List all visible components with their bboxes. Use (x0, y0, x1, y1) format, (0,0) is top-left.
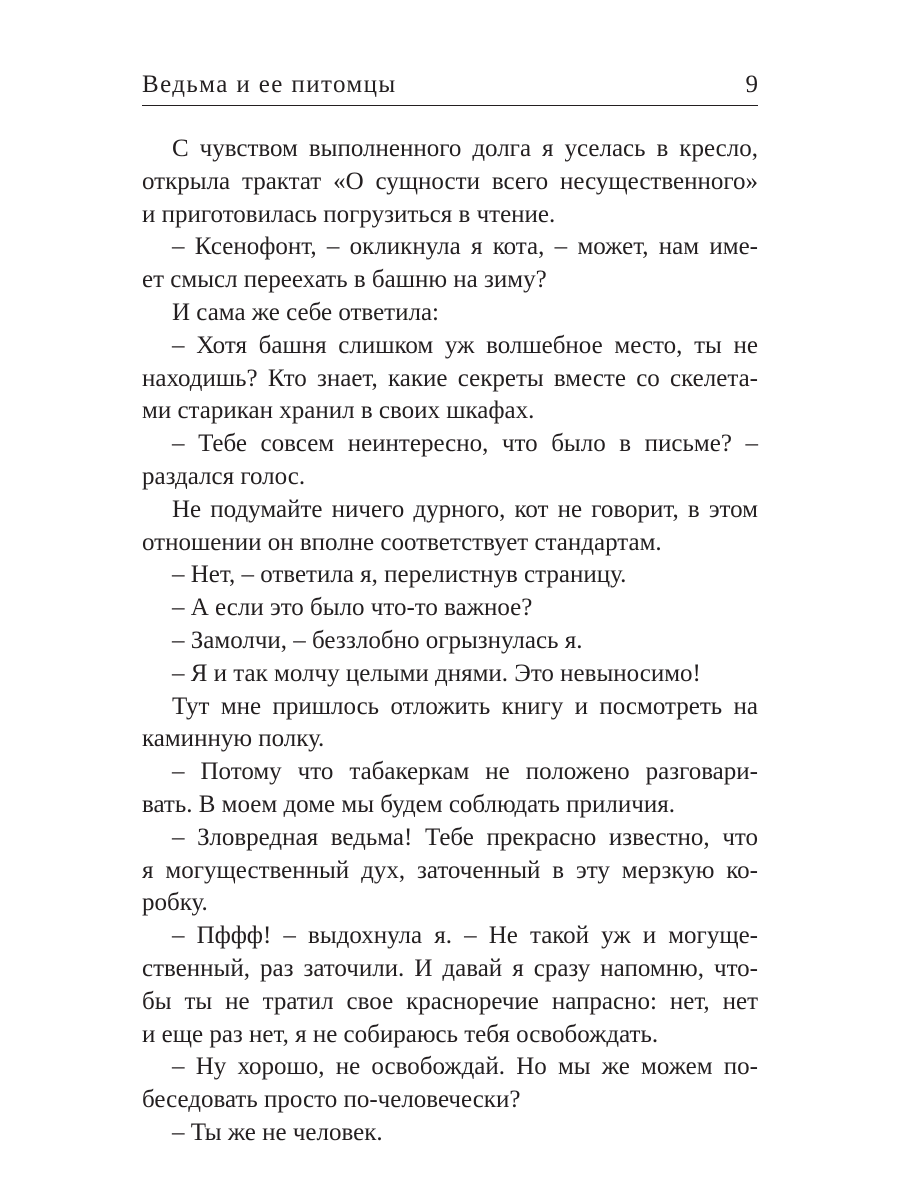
text-line: – Пффф! – выдохнула я. – Не такой уж и могуще- (172, 922, 758, 950)
text-line: беседовать просто по-человечески? (142, 1086, 521, 1114)
text-line: бы ты не тратил свое красноречие напрасно: нет, нет (142, 987, 758, 1015)
body-text (142, 133, 758, 1150)
text-line: раздался голос. (142, 462, 306, 490)
text-line: Тут мне пришлось отложить книгу и посмотреть на (172, 692, 758, 720)
text-line: – Ты же не человек. (172, 1118, 383, 1146)
text-line: ственный, раз заточили. И давай я сразу напомню, что- (142, 954, 758, 982)
text-line: – Потому что табакеркам не положено разговари- (172, 758, 758, 786)
text-line: – Ксенофонт, – окликнула я кота, – может, нам име- (172, 233, 758, 261)
text-line: – А если это было что-то важное? (172, 594, 533, 622)
text-line: и приготовилась погрузиться в чтение. (142, 200, 556, 228)
text-line: – Хотя башня слишком уж волшебное место, ты не (172, 331, 758, 359)
text-line: И сама же себе ответила: (172, 298, 439, 326)
text-line: вать. В моем доме мы будем соблюдать приличия. (142, 790, 675, 818)
text-line: – Ну хорошо, не освобождай. Но мы же можем по- (172, 1053, 758, 1081)
text-line: – Замолчи, – беззлобно огрызнулась я. (172, 626, 583, 654)
text-line: Не подумайте ничего дурного, кот не говорит, в этом (172, 495, 758, 523)
text-line: ми старикан хранил в своих шкафах. (142, 397, 535, 425)
header-rule (142, 105, 758, 106)
text-line: – Нет, – ответила я, перелистнув страницу. (172, 561, 627, 589)
text-line: и еще раз нет, я не собираюсь тебя освобождать. (142, 1020, 659, 1048)
text-line: робку. (142, 889, 208, 917)
text-line: я могущественный дух, заточенный в эту мерзкую ко- (142, 856, 758, 884)
page-number: 9 (745, 71, 758, 98)
running-title: Ведьма и ее питомцы (142, 71, 397, 98)
text-line: – Зловредная ведьма! Тебе прекрасно известно, что (172, 823, 758, 851)
text-line: ет смысл переехать в башню на зиму? (142, 266, 547, 294)
text-line: С чувством выполненного долга я уселась в кресло, (172, 135, 758, 162)
text-line: находишь? Кто знает, какие секреты вместе со скелета- (142, 364, 758, 392)
text-line: отношении он вполне соответствует стандартам. (142, 528, 662, 556)
text-line: открыла трактат «О сущности всего несущественного» (142, 167, 758, 195)
text-line: – Тебе совсем неинтересно, что было в письме? – (172, 430, 758, 458)
text-line: каминную полку. (142, 725, 325, 753)
text-line: – Я и так молчу целыми днями. Это невыносимо! (172, 659, 701, 687)
running-head (142, 70, 758, 100)
